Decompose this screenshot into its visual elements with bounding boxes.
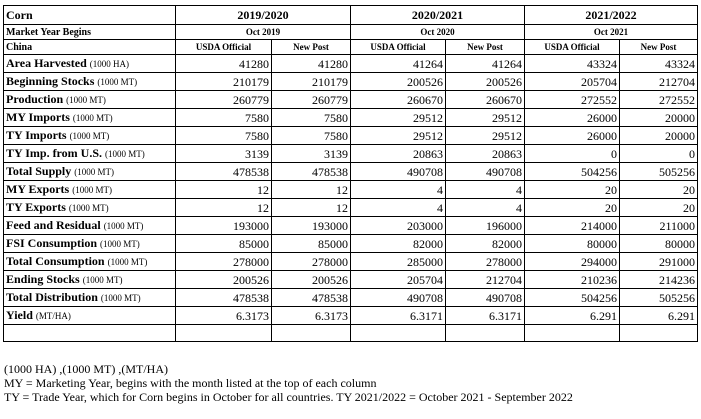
row-unit: (1000 MT) (82, 275, 123, 285)
cell-value: 12 (176, 181, 272, 199)
row-label-text: Yield (6, 308, 33, 322)
cell-value: 20 (620, 199, 698, 217)
year-header: 2020/2021 (351, 6, 525, 25)
row-label (4, 271, 176, 289)
row-unit: (1000 MT) (66, 95, 106, 105)
cell-value: 203000 (351, 217, 446, 235)
row-label (4, 217, 176, 235)
cell-value: 278000 (272, 253, 351, 271)
cell-value: 7580 (272, 109, 351, 127)
cell-value: 200526 (446, 73, 525, 91)
row-label (4, 307, 176, 325)
table-row (4, 145, 698, 163)
year-begins: Oct 2019 (176, 25, 351, 40)
cell-value: 6.291 (620, 307, 698, 325)
col-usda-official: USDA Official (351, 40, 446, 55)
cell-value: 3139 (272, 145, 351, 163)
col-usda-official: USDA Official (525, 40, 620, 55)
cell-value: 29512 (351, 109, 446, 127)
cell-value: 193000 (272, 217, 351, 235)
cell-value: 4 (351, 199, 446, 217)
col-usda-official: USDA Official (176, 40, 272, 55)
cell-value: 211000 (620, 217, 698, 235)
row-unit: (1000 MT) (68, 203, 109, 213)
row-label-text: MY Exports (6, 182, 70, 196)
row-unit: (1000 MT) (100, 239, 140, 249)
header-row-columns (4, 40, 698, 55)
table-row (4, 181, 698, 199)
cell-value: 260670 (351, 91, 446, 109)
cell-value: 80000 (620, 235, 698, 253)
cell-value: 260670 (446, 91, 525, 109)
cell-value: 4 (446, 181, 525, 199)
row-label (4, 127, 176, 145)
row-unit: (1000 MT) (103, 221, 144, 231)
row-label-text: Beginning Stocks (6, 74, 95, 88)
cell-value: 20863 (351, 145, 446, 163)
table-row (4, 163, 698, 181)
row-label (4, 199, 176, 217)
cell-value: 490708 (351, 289, 446, 307)
table-row (4, 73, 698, 91)
row-unit: (1000 HA) (89, 59, 130, 69)
table-row (4, 109, 698, 127)
table-row (4, 217, 698, 235)
cell-value: 200526 (272, 271, 351, 289)
cell-value: 82000 (351, 235, 446, 253)
table-row (4, 253, 698, 271)
cell-value: 212704 (446, 271, 525, 289)
row-label (4, 235, 176, 253)
cell-value: 193000 (176, 217, 272, 235)
row-label-text: TY Exports (6, 200, 66, 214)
cell-value: 6.291 (525, 307, 620, 325)
cell-value: 26000 (525, 127, 620, 145)
cell-value: 504256 (525, 163, 620, 181)
row-label (4, 91, 176, 109)
row-unit: (1000 MT) (74, 167, 115, 177)
row-unit: (1000 MT) (97, 77, 138, 87)
cell-value: 7580 (272, 127, 351, 145)
row-label (4, 73, 176, 91)
row-label-text: Total Consumption (6, 254, 105, 268)
cell-value: 272552 (620, 91, 698, 109)
row-unit: (1000 MT) (72, 113, 113, 123)
row-label-text: Area Harvested (6, 56, 87, 70)
year-begins: Oct 2021 (525, 25, 698, 40)
table-row (4, 127, 698, 145)
cell-value: 212704 (620, 73, 698, 91)
blank-cell (272, 325, 351, 342)
cell-value: 214000 (525, 217, 620, 235)
cell-value: 478538 (176, 163, 272, 181)
row-unit: (1000 MT) (105, 149, 145, 159)
cell-value: 210179 (176, 73, 272, 91)
table-row (4, 235, 698, 253)
cell-value: 6.3173 (272, 307, 351, 325)
blank-cell (351, 325, 446, 342)
cell-value: 260779 (176, 91, 272, 109)
row-label-text: Ending Stocks (6, 272, 80, 286)
note-marketing-year: MY = Marketing Year, begins with the month listed at the top of each column (4, 376, 377, 390)
table-row (4, 199, 698, 217)
country-name: China (4, 40, 176, 55)
cell-value: 41280 (176, 55, 272, 73)
market-year-label: Market Year Begins (4, 25, 176, 40)
cell-value: 29512 (446, 109, 525, 127)
cell-value: 12 (176, 199, 272, 217)
blank-cell (620, 325, 698, 342)
cell-value: 278000 (176, 253, 272, 271)
cell-value: 20863 (446, 145, 525, 163)
table-row (4, 55, 698, 73)
cell-value: 4 (446, 199, 525, 217)
cell-value: 12 (272, 181, 351, 199)
cell-value: 294000 (525, 253, 620, 271)
cell-value: 214236 (620, 271, 698, 289)
table-row (4, 271, 698, 289)
blank-cell (176, 325, 272, 342)
note-trade-year: TY = Trade Year, which for Corn begins in October for all countries. TY 2021/2022 = October 2021 - September 2022 (4, 390, 573, 404)
row-label-text: Production (6, 92, 64, 106)
cell-value: 478538 (176, 289, 272, 307)
table-row (4, 307, 698, 325)
cell-value: 200526 (351, 73, 446, 91)
year-header: 2019/2020 (176, 6, 351, 25)
blank-cell (525, 325, 620, 342)
cell-value: 200526 (176, 271, 272, 289)
table-row (4, 289, 698, 307)
cell-value: 43324 (620, 55, 698, 73)
cell-value: 20 (620, 181, 698, 199)
cell-value: 6.3171 (446, 307, 525, 325)
cell-value: 505256 (620, 163, 698, 181)
blank-cell (4, 325, 176, 342)
cell-value: 490708 (446, 289, 525, 307)
footnotes (4, 362, 573, 404)
cell-value: 504256 (525, 289, 620, 307)
row-label-text: FSI Consumption (6, 236, 98, 250)
cell-value: 7580 (176, 109, 272, 127)
year-begins: Oct 2020 (351, 25, 525, 40)
row-label-text: Total Supply (6, 164, 72, 178)
row-label-text: Feed and Residual (6, 218, 101, 232)
cell-value: 41264 (446, 55, 525, 73)
cell-value: 505256 (620, 289, 698, 307)
cell-value: 26000 (525, 109, 620, 127)
cell-value: 12 (272, 199, 351, 217)
cell-value: 6.3171 (351, 307, 446, 325)
cell-value: 43324 (525, 55, 620, 73)
cell-value: 0 (525, 145, 620, 163)
cell-value: 291000 (620, 253, 698, 271)
cell-value: 41264 (351, 55, 446, 73)
table-row (4, 91, 698, 109)
row-label (4, 145, 176, 163)
cell-value: 7580 (176, 127, 272, 145)
psd-table (3, 5, 698, 342)
blank-row (4, 325, 698, 342)
cell-value: 478538 (272, 163, 351, 181)
cell-value: 82000 (446, 235, 525, 253)
cell-value: 205704 (351, 271, 446, 289)
row-unit: (1000 MT) (72, 185, 112, 195)
row-label-text: TY Imp. from U.S. (6, 146, 103, 160)
cell-value: 490708 (446, 163, 525, 181)
row-label (4, 109, 176, 127)
row-unit: (1000 MT) (100, 293, 141, 303)
row-label (4, 181, 176, 199)
cell-value: 80000 (525, 235, 620, 253)
cell-value: 490708 (351, 163, 446, 181)
cell-value: 20000 (620, 109, 698, 127)
cell-value: 20 (525, 199, 620, 217)
commodity-name: Corn (4, 6, 176, 25)
cell-value: 20 (525, 181, 620, 199)
row-label (4, 163, 176, 181)
row-unit: (MT/HA) (35, 311, 71, 321)
cell-value: 85000 (176, 235, 272, 253)
cell-value: 272552 (525, 91, 620, 109)
cell-value: 278000 (446, 253, 525, 271)
row-label-text: Total Distribution (6, 290, 98, 304)
col-new-post: New Post (620, 40, 698, 55)
psd-table-container (3, 5, 698, 342)
row-unit: (1000 MT) (107, 257, 148, 267)
cell-value: 6.3173 (176, 307, 272, 325)
cell-value: 285000 (351, 253, 446, 271)
cell-value: 478538 (272, 289, 351, 307)
col-new-post: New Post (272, 40, 351, 55)
row-label-text: TY Imports (6, 128, 67, 142)
row-label (4, 253, 176, 271)
cell-value: 29512 (446, 127, 525, 145)
cell-value: 29512 (351, 127, 446, 145)
cell-value: 20000 (620, 127, 698, 145)
cell-value: 41280 (272, 55, 351, 73)
row-label (4, 289, 176, 307)
cell-value: 4 (351, 181, 446, 199)
cell-value: 3139 (176, 145, 272, 163)
note-units: (1000 HA) ,(1000 MT) ,(MT/HA) (4, 362, 168, 376)
cell-value: 85000 (272, 235, 351, 253)
cell-value: 0 (620, 145, 698, 163)
header-row-years (4, 6, 698, 25)
row-label-text: MY Imports (6, 110, 70, 124)
cell-value: 210179 (272, 73, 351, 91)
col-new-post: New Post (446, 40, 525, 55)
cell-value: 205704 (525, 73, 620, 91)
header-row-begins (4, 25, 698, 40)
row-label (4, 55, 176, 73)
cell-value: 196000 (446, 217, 525, 235)
cell-value: 210236 (525, 271, 620, 289)
cell-value: 260779 (272, 91, 351, 109)
year-header: 2021/2022 (525, 6, 698, 25)
blank-cell (446, 325, 525, 342)
row-unit: (1000 MT) (69, 131, 110, 141)
